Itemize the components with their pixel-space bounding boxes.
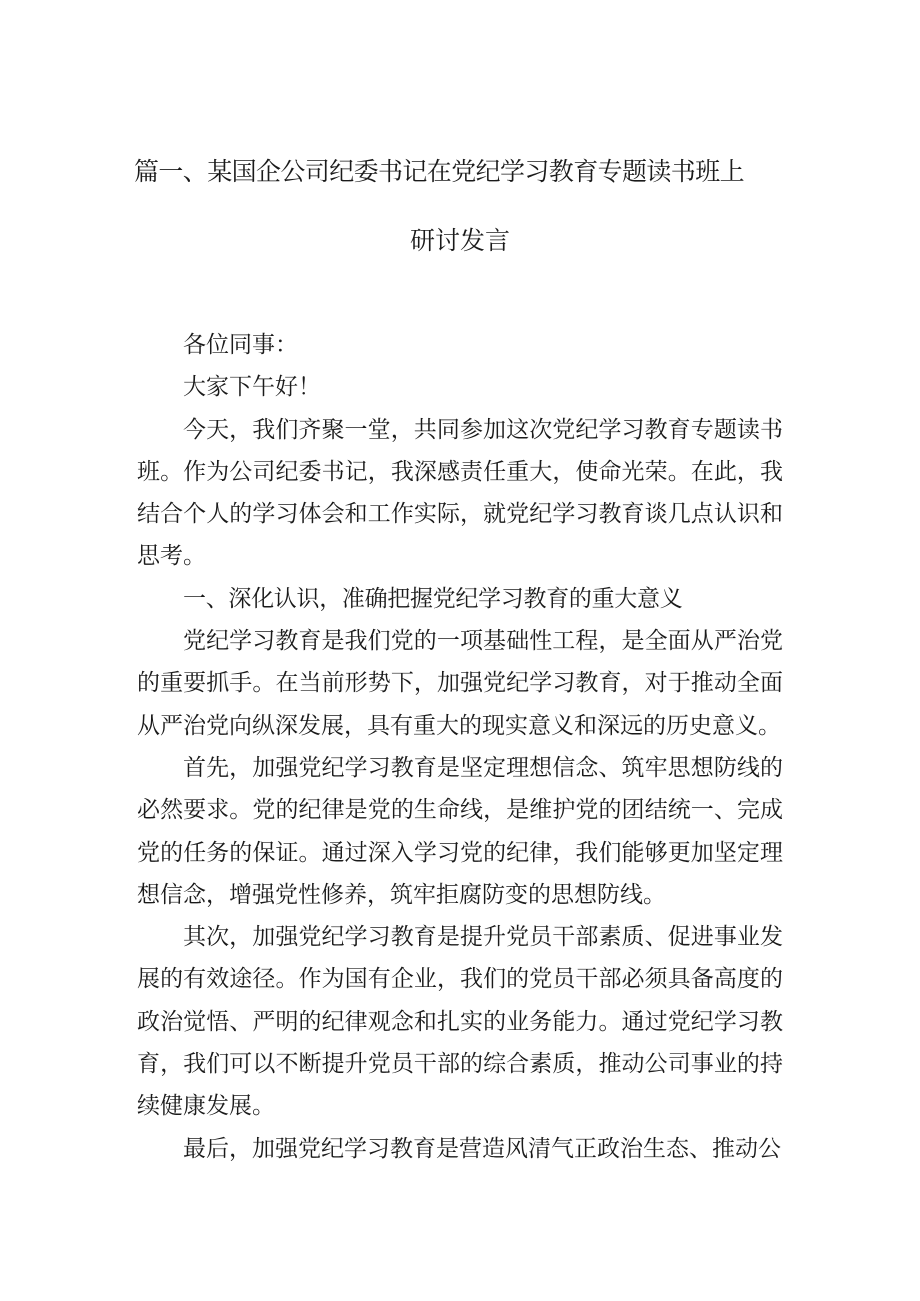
salutation: 各位同事：: [183, 332, 298, 358]
greeting: 大家下午好！: [183, 374, 321, 401]
paragraph-section1-3: 其次，加强党纪学习教育是提升党员干部素质、促进事业发展的有效途径。作为国有企业，我们的党员干部必须具备高度的政治觉悟、严明的纪律观念和扎实的业务能力。通过党纪学习教育，我们可以不断提升党员干部的综合素质，推动公司事业的持续健康发展。: [137, 924, 783, 1120]
paragraph-section1-4: 最后，加强党纪学习教育是营造风清气正政治生态、推动公: [183, 1135, 781, 1162]
paragraph-section1-2: 首先，加强党纪学习教育是坚定理想信念、筑牢思想防线的必然要求。党的纪律是党的生命线，是维护党的团结统一、完成党的任务的保证。通过深入学习党的纪律，我们能够更加坚定理想信念，增强党性修养，筑牢拒腐防变的思想防线。: [137, 754, 783, 908]
paragraph-section1-1: 党纪学习教育是我们党的一项基础性工程，是全面从严治党的重要抓手。在当前形势下，加强党纪学习教育，对于推动全面从严治党向纵深发展，具有重大的现实意义和深远的历史意义。: [137, 628, 783, 739]
section-heading-1: 一、深化认识，准确把握党纪学习教育的重大意义: [183, 585, 683, 612]
paragraph-intro: 今天，我们齐聚一堂，共同参加这次党纪学习教育专题读书班。作为公司纪委书记，我深感责任重大，使命光荣。在此，我结合个人的学习体会和工作实际，就党纪学习教育谈几点认识和思考。: [137, 416, 783, 570]
document-body: [137, 324, 783, 1170]
document-title-line-2: 研讨发言: [409, 226, 510, 255]
document-title-line-1: 篇一、某国企公司纪委书记在党纪学习教育专题读书班上: [134, 157, 745, 186]
